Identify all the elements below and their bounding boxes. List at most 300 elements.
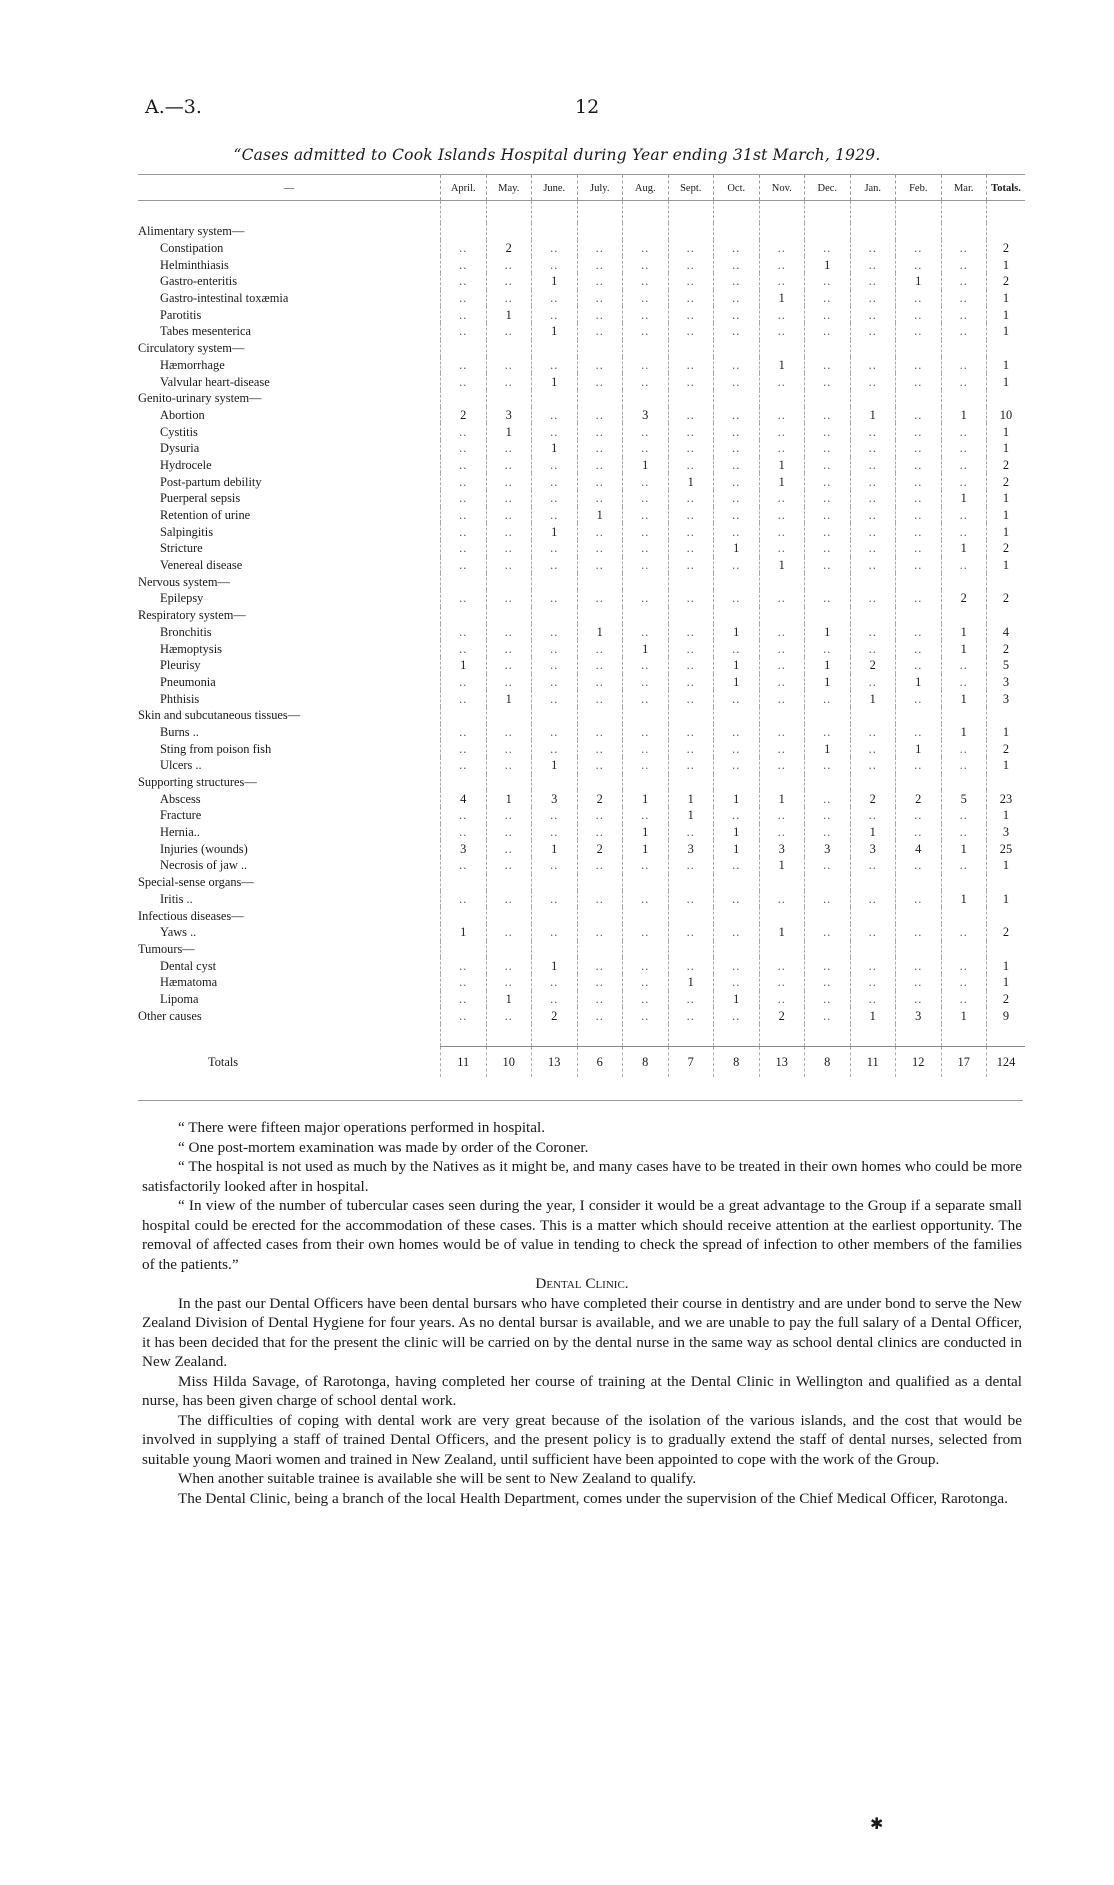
empty-cell bbox=[441, 941, 487, 958]
cell-value: .. bbox=[805, 957, 851, 974]
spacer-cell bbox=[668, 1024, 714, 1047]
row-label: Fracture bbox=[160, 808, 202, 823]
cell-value: .. bbox=[532, 974, 578, 991]
cell-value: .. bbox=[896, 540, 942, 557]
cell-value: .. bbox=[805, 924, 851, 941]
spacer-cell bbox=[714, 1024, 760, 1047]
cell-value: .. bbox=[759, 256, 805, 273]
cell-value: .. bbox=[486, 740, 532, 757]
cell-value: .. bbox=[441, 540, 487, 557]
cell-value: .. bbox=[668, 440, 714, 457]
cell-value: .. bbox=[532, 423, 578, 440]
cell-value: .. bbox=[532, 857, 578, 874]
cell-value: .. bbox=[714, 724, 760, 741]
paragraph: When another suitable trainee is available she will be sent to New Zealand to qualify. bbox=[178, 1470, 697, 1487]
empty-cell bbox=[532, 340, 578, 357]
month-total: 8 bbox=[805, 1047, 851, 1078]
cell-value: .. bbox=[577, 306, 623, 323]
cell-value: 1 bbox=[486, 991, 532, 1008]
row-total: 3 bbox=[987, 690, 1026, 707]
cell-value: .. bbox=[668, 423, 714, 440]
row-label: Hæmatoma bbox=[160, 975, 218, 990]
cell-value: .. bbox=[441, 523, 487, 540]
row-total: 9 bbox=[987, 1007, 1026, 1024]
cell-value: .. bbox=[441, 757, 487, 774]
row-total: 2 bbox=[987, 457, 1026, 474]
cell-value: .. bbox=[623, 740, 669, 757]
cell-value: .. bbox=[850, 924, 896, 941]
table-row bbox=[138, 1007, 1025, 1024]
empty-cell bbox=[623, 874, 669, 891]
cell-value: .. bbox=[805, 991, 851, 1008]
empty-cell bbox=[532, 907, 578, 924]
cell-value: .. bbox=[623, 657, 669, 674]
cell-value: .. bbox=[759, 624, 805, 641]
row-total: 1 bbox=[987, 757, 1026, 774]
cell-value: .. bbox=[941, 440, 987, 457]
cell-value: .. bbox=[441, 440, 487, 457]
row-total: 2 bbox=[987, 590, 1026, 607]
cell-value: .. bbox=[486, 757, 532, 774]
cell-value: .. bbox=[577, 1007, 623, 1024]
cell-value: .. bbox=[668, 306, 714, 323]
cell-value: .. bbox=[577, 924, 623, 941]
row-label: Pneumonia bbox=[160, 674, 216, 689]
cell-value: 1 bbox=[805, 740, 851, 757]
cell-value: .. bbox=[577, 423, 623, 440]
table-row bbox=[138, 473, 1025, 490]
empty-cell bbox=[532, 607, 578, 624]
cell-value: .. bbox=[577, 357, 623, 374]
cell-value: .. bbox=[850, 523, 896, 540]
cell-value: .. bbox=[850, 373, 896, 390]
cell-value: .. bbox=[668, 1007, 714, 1024]
cell-value: .. bbox=[805, 473, 851, 490]
cell-value: .. bbox=[668, 273, 714, 290]
group-row bbox=[138, 573, 1025, 590]
empty-cell bbox=[668, 707, 714, 724]
cell-value: .. bbox=[486, 674, 532, 691]
cell-value: 1 bbox=[486, 690, 532, 707]
empty-cell bbox=[941, 707, 987, 724]
cell-value: .. bbox=[941, 457, 987, 474]
cell-value: .. bbox=[623, 306, 669, 323]
cell-value: .. bbox=[941, 507, 987, 524]
table-row bbox=[138, 674, 1025, 691]
cell-value: .. bbox=[850, 974, 896, 991]
cell-value: .. bbox=[486, 523, 532, 540]
cell-value: .. bbox=[714, 690, 760, 707]
cell-value: .. bbox=[577, 674, 623, 691]
cell-value: .. bbox=[941, 857, 987, 874]
spacer-cell bbox=[941, 201, 987, 224]
row-label: Retention of urine bbox=[160, 508, 251, 523]
table-row bbox=[138, 507, 1025, 524]
cell-value: .. bbox=[850, 290, 896, 307]
cell-value: .. bbox=[623, 624, 669, 641]
empty-cell bbox=[850, 390, 896, 407]
empty-cell bbox=[941, 223, 987, 240]
cell-value: .. bbox=[532, 807, 578, 824]
cell-value: .. bbox=[896, 240, 942, 257]
table-row bbox=[138, 407, 1025, 424]
month-total: 11 bbox=[850, 1047, 896, 1078]
row-total: 2 bbox=[987, 273, 1026, 290]
cell-value: .. bbox=[532, 240, 578, 257]
spacer-cell bbox=[577, 201, 623, 224]
cell-value: .. bbox=[577, 540, 623, 557]
cell-value: .. bbox=[805, 790, 851, 807]
cell-value: .. bbox=[714, 974, 760, 991]
cell-value: .. bbox=[668, 690, 714, 707]
month-total: 6 bbox=[577, 1047, 623, 1078]
cell-value: 1 bbox=[941, 640, 987, 657]
empty-cell bbox=[714, 774, 760, 791]
row-label: Yaws .. bbox=[160, 925, 197, 940]
cell-value: 1 bbox=[532, 840, 578, 857]
cell-value: 5 bbox=[941, 790, 987, 807]
empty-cell bbox=[941, 774, 987, 791]
cell-value: .. bbox=[532, 590, 578, 607]
cell-value: .. bbox=[532, 657, 578, 674]
cell-value: 1 bbox=[941, 540, 987, 557]
cell-value: .. bbox=[668, 957, 714, 974]
cell-value: .. bbox=[805, 590, 851, 607]
cell-value: .. bbox=[941, 423, 987, 440]
cell-value: .. bbox=[532, 740, 578, 757]
empty-cell bbox=[532, 941, 578, 958]
spacer-cell bbox=[623, 201, 669, 224]
empty-cell bbox=[987, 223, 1026, 240]
cell-value: .. bbox=[941, 357, 987, 374]
month-total: 8 bbox=[714, 1047, 760, 1078]
cell-value: 2 bbox=[486, 240, 532, 257]
cell-value: .. bbox=[668, 357, 714, 374]
cell-value: 2 bbox=[941, 590, 987, 607]
empty-cell bbox=[532, 573, 578, 590]
cell-value: .. bbox=[714, 924, 760, 941]
empty-cell bbox=[896, 774, 942, 791]
group-row bbox=[138, 707, 1025, 724]
cell-value: .. bbox=[486, 974, 532, 991]
cell-value: 1 bbox=[714, 657, 760, 674]
empty-cell bbox=[486, 774, 532, 791]
cell-value: .. bbox=[668, 590, 714, 607]
cell-value: 1 bbox=[668, 473, 714, 490]
cell-value: .. bbox=[486, 924, 532, 941]
cell-value: .. bbox=[532, 490, 578, 507]
cell-value: .. bbox=[486, 273, 532, 290]
group-label: Infectious diseases— bbox=[138, 908, 244, 923]
cell-value: .. bbox=[941, 757, 987, 774]
table-row bbox=[138, 974, 1025, 991]
cell-value: .. bbox=[805, 440, 851, 457]
cell-value: .. bbox=[941, 807, 987, 824]
cell-value: 1 bbox=[668, 807, 714, 824]
cell-value: .. bbox=[441, 857, 487, 874]
cell-value: .. bbox=[896, 290, 942, 307]
row-label: Tabes mesenterica bbox=[160, 324, 251, 339]
spacer-cell bbox=[805, 1024, 851, 1047]
cell-value: .. bbox=[441, 423, 487, 440]
cell-value: .. bbox=[896, 974, 942, 991]
table-row bbox=[138, 306, 1025, 323]
cell-value: .. bbox=[850, 507, 896, 524]
paragraph: “ One post-mortem examination was made by order of the Coroner. bbox=[178, 1138, 589, 1156]
cell-value: .. bbox=[577, 740, 623, 757]
cell-value: .. bbox=[532, 640, 578, 657]
row-total: 2 bbox=[987, 924, 1026, 941]
cell-value: .. bbox=[668, 674, 714, 691]
cell-value: .. bbox=[805, 824, 851, 841]
row-total: 1 bbox=[987, 507, 1026, 524]
cell-value: .. bbox=[714, 757, 760, 774]
cell-value: .. bbox=[941, 557, 987, 574]
cell-value: 2 bbox=[759, 1007, 805, 1024]
cell-value: .. bbox=[896, 490, 942, 507]
cell-value: .. bbox=[577, 974, 623, 991]
cell-value: .. bbox=[668, 740, 714, 757]
cell-value: 3 bbox=[441, 840, 487, 857]
cell-value: 1 bbox=[623, 790, 669, 807]
cell-value: .. bbox=[577, 290, 623, 307]
cell-value: .. bbox=[850, 457, 896, 474]
table-row bbox=[138, 290, 1025, 307]
cell-value: .. bbox=[896, 373, 942, 390]
row-label: Dysuria bbox=[160, 441, 200, 456]
cell-value: .. bbox=[850, 256, 896, 273]
cell-value: 1 bbox=[759, 457, 805, 474]
cell-value: .. bbox=[623, 290, 669, 307]
cell-value: .. bbox=[714, 490, 760, 507]
cell-value: .. bbox=[896, 457, 942, 474]
cell-value: .. bbox=[759, 974, 805, 991]
row-total: 1 bbox=[987, 357, 1026, 374]
cell-value: 1 bbox=[714, 790, 760, 807]
document-reference: A.—3. bbox=[145, 96, 202, 118]
empty-cell bbox=[941, 607, 987, 624]
row-label: Other causes bbox=[138, 1008, 202, 1023]
spacer-cell bbox=[532, 201, 578, 224]
cell-value: .. bbox=[441, 290, 487, 307]
group-row bbox=[138, 223, 1025, 240]
cell-value: 3 bbox=[759, 840, 805, 857]
cell-value: .. bbox=[532, 290, 578, 307]
group-row bbox=[138, 941, 1025, 958]
cell-value: .. bbox=[896, 757, 942, 774]
cell-value: 1 bbox=[486, 423, 532, 440]
cell-value: .. bbox=[805, 373, 851, 390]
cell-value: .. bbox=[577, 256, 623, 273]
cell-value: .. bbox=[896, 857, 942, 874]
column-header: April. bbox=[441, 175, 487, 201]
row-label: Gastro-intestinal toxæmia bbox=[160, 291, 289, 306]
cell-value: .. bbox=[577, 273, 623, 290]
cell-value: .. bbox=[441, 373, 487, 390]
row-label: Necrosis of jaw .. bbox=[160, 858, 248, 873]
row-total: 1 bbox=[987, 523, 1026, 540]
spacer-cell bbox=[623, 1024, 669, 1047]
row-label: Gastro-enteritis bbox=[160, 274, 238, 289]
cell-value: .. bbox=[486, 540, 532, 557]
cell-value: .. bbox=[850, 640, 896, 657]
row-label: Dental cyst bbox=[160, 958, 217, 973]
spacer-cell bbox=[759, 201, 805, 224]
cell-value: .. bbox=[486, 724, 532, 741]
cell-value: 3 bbox=[623, 407, 669, 424]
cell-value: .. bbox=[441, 557, 487, 574]
empty-cell bbox=[896, 223, 942, 240]
cell-value: 1 bbox=[850, 407, 896, 424]
cell-value: .. bbox=[714, 273, 760, 290]
cell-value: .. bbox=[623, 957, 669, 974]
empty-cell bbox=[896, 573, 942, 590]
row-total: 1 bbox=[987, 857, 1026, 874]
empty-cell bbox=[805, 573, 851, 590]
cell-value: .. bbox=[532, 557, 578, 574]
empty-cell bbox=[714, 874, 760, 891]
cell-value: .. bbox=[759, 891, 805, 908]
cell-value: .. bbox=[486, 824, 532, 841]
cell-value: .. bbox=[623, 240, 669, 257]
empty-cell bbox=[486, 707, 532, 724]
spacer-cell bbox=[577, 1024, 623, 1047]
table-row bbox=[138, 240, 1025, 257]
cell-value: .. bbox=[532, 824, 578, 841]
empty-cell bbox=[577, 607, 623, 624]
empty-cell bbox=[759, 390, 805, 407]
empty-cell bbox=[805, 907, 851, 924]
cell-value: 3 bbox=[896, 1007, 942, 1024]
totals-label: Totals bbox=[208, 1054, 239, 1069]
cell-value: .. bbox=[714, 557, 760, 574]
table-row bbox=[138, 840, 1025, 857]
cell-value: .. bbox=[759, 423, 805, 440]
cell-value: .. bbox=[714, 457, 760, 474]
cell-value: .. bbox=[941, 924, 987, 941]
empty-cell bbox=[714, 607, 760, 624]
cell-value: .. bbox=[896, 306, 942, 323]
empty-cell bbox=[805, 707, 851, 724]
cell-value: .. bbox=[850, 957, 896, 974]
cell-value: .. bbox=[714, 306, 760, 323]
group-label: Alimentary system— bbox=[138, 224, 245, 239]
cell-value: .. bbox=[896, 423, 942, 440]
cell-value: .. bbox=[577, 957, 623, 974]
cell-value: .. bbox=[941, 674, 987, 691]
cell-value: .. bbox=[805, 457, 851, 474]
empty-cell bbox=[714, 907, 760, 924]
table-row bbox=[138, 857, 1025, 874]
cell-value: .. bbox=[759, 640, 805, 657]
cell-value: .. bbox=[714, 323, 760, 340]
group-label: Circulatory system— bbox=[138, 341, 245, 356]
cell-value: .. bbox=[623, 256, 669, 273]
cell-value: 1 bbox=[805, 256, 851, 273]
cell-value: .. bbox=[668, 540, 714, 557]
cell-value: 3 bbox=[805, 840, 851, 857]
cell-value: .. bbox=[486, 256, 532, 273]
empty-cell bbox=[441, 874, 487, 891]
empty-cell bbox=[441, 340, 487, 357]
cell-value: .. bbox=[577, 323, 623, 340]
cell-value: 1 bbox=[623, 824, 669, 841]
month-total: 10 bbox=[486, 1047, 532, 1078]
cell-value: .. bbox=[759, 306, 805, 323]
cell-value: .. bbox=[805, 807, 851, 824]
cell-value: .. bbox=[668, 407, 714, 424]
row-label: Ulcers .. bbox=[160, 758, 202, 773]
column-header: Totals. bbox=[987, 175, 1026, 201]
cell-value: .. bbox=[941, 473, 987, 490]
cell-value: .. bbox=[759, 590, 805, 607]
cell-value: .. bbox=[486, 473, 532, 490]
table-row bbox=[138, 457, 1025, 474]
cell-value: .. bbox=[623, 540, 669, 557]
cell-value: .. bbox=[486, 891, 532, 908]
cell-value: .. bbox=[759, 407, 805, 424]
cell-value: 1 bbox=[714, 991, 760, 1008]
empty-cell bbox=[486, 573, 532, 590]
cell-value: .. bbox=[714, 440, 760, 457]
row-label: Stricture bbox=[160, 541, 203, 556]
spacer-cell bbox=[714, 201, 760, 224]
cell-value: .. bbox=[941, 991, 987, 1008]
row-total: 1 bbox=[987, 290, 1026, 307]
row-total: 2 bbox=[987, 240, 1026, 257]
cell-value: .. bbox=[805, 273, 851, 290]
cell-value: .. bbox=[577, 757, 623, 774]
empty-cell bbox=[532, 874, 578, 891]
cell-value: .. bbox=[941, 256, 987, 273]
cell-value: .. bbox=[441, 306, 487, 323]
cell-value: .. bbox=[805, 423, 851, 440]
cell-value: 1 bbox=[896, 674, 942, 691]
cell-value: .. bbox=[577, 640, 623, 657]
table-row bbox=[138, 323, 1025, 340]
paragraph: “ There were fifteen major operations performed in hospital. bbox=[178, 1119, 546, 1136]
cell-value: .. bbox=[441, 273, 487, 290]
column-header: Jan. bbox=[850, 175, 896, 201]
group-label: Nervous system— bbox=[138, 574, 230, 589]
empty-cell bbox=[486, 223, 532, 240]
cell-value: 1 bbox=[805, 624, 851, 641]
column-header: Dec. bbox=[805, 175, 851, 201]
cell-value: .. bbox=[668, 256, 714, 273]
cell-value: .. bbox=[623, 1007, 669, 1024]
group-row bbox=[138, 874, 1025, 891]
cell-value: .. bbox=[486, 323, 532, 340]
empty-cell bbox=[896, 941, 942, 958]
group-label: Genito-urinary system— bbox=[138, 391, 262, 406]
empty-cell bbox=[759, 774, 805, 791]
empty-cell bbox=[623, 573, 669, 590]
cell-value: .. bbox=[941, 740, 987, 757]
cell-value: 1 bbox=[941, 891, 987, 908]
spacer-cell bbox=[896, 201, 942, 224]
cell-value: .. bbox=[759, 523, 805, 540]
spacer-cell bbox=[486, 1024, 532, 1047]
cell-value: 1 bbox=[896, 740, 942, 757]
cell-value: 1 bbox=[941, 490, 987, 507]
empty-cell bbox=[941, 573, 987, 590]
table-row bbox=[138, 440, 1025, 457]
empty-cell bbox=[577, 390, 623, 407]
cell-value: 1 bbox=[623, 840, 669, 857]
spacer-cell bbox=[850, 1024, 896, 1047]
empty-cell bbox=[623, 340, 669, 357]
cell-value: .. bbox=[759, 273, 805, 290]
